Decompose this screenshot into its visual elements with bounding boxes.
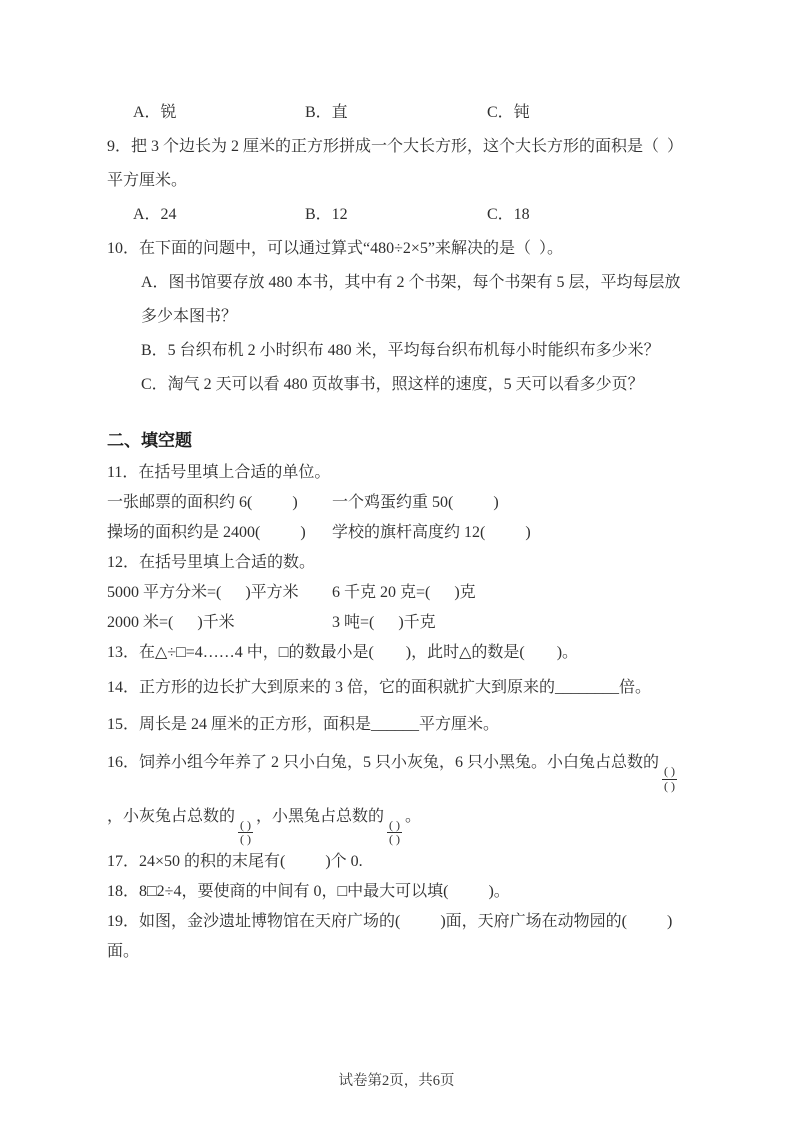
q13-text: 13．在△÷□=4……4 中，□的数最小是( )，此时△的数是( )。 xyxy=(107,644,579,661)
fraction-blank-grey-rabbit: $\frac{( )}{( )}$ xyxy=(240,817,252,847)
q8-option-c: C．钝 xyxy=(487,104,530,121)
q8-option-b: B．直 xyxy=(305,104,348,121)
q10-option-b: B．5 台织布机 2 小时织布 480 米，平均每台织布机每小时能织布多少米？ xyxy=(141,342,660,359)
q12-blank-sqdm: 5000 平方分米=( )平方米 xyxy=(107,584,299,601)
q12-row2 xyxy=(107,608,693,638)
q12-blank-kg-g: 6 千克 20 克=( )克 xyxy=(332,584,476,601)
q12-blank-meters: 2000 米=( )千米 xyxy=(107,614,235,631)
q11-blank-playground: 操场的面积约是 2400( ) xyxy=(107,524,306,541)
q11-row1 xyxy=(107,488,693,518)
fraction-blank-black-rabbit: $\frac{( )}{( )}$ xyxy=(389,817,401,847)
fraction-blank-white-rabbit: $\frac{( )}{( )}$ xyxy=(664,764,676,793)
q18-text: 18．8□2÷4，要使商的中间有 0，□中最大可以填( )。 xyxy=(107,883,510,901)
q11-row2 xyxy=(107,518,693,548)
page-footer: 试卷第2页，共6页 xyxy=(338,1073,455,1089)
q11-blank-flagpole: 学校的旗杆高度约 12( ) xyxy=(332,524,531,541)
q9-option-a: A．24 xyxy=(133,206,177,223)
q12-stem: 12．在括号里填上合适的数。 xyxy=(107,554,316,571)
q11-blank-egg: 一个鸡蛋约重 50( ) xyxy=(332,494,499,511)
q19-text: 19．如图，金沙遗址博物馆在天府广场的( )面，天府广场在动物园的( )面。 xyxy=(107,913,673,961)
q15-text: 15．周长是 24 厘米的正方形，面积是______平方厘米。 xyxy=(107,716,500,733)
q16-text xyxy=(107,740,693,847)
q16-part2: ，小灰兔占总数的 xyxy=(107,807,236,825)
q10-stem: 10．在下面的问题中，可以通过算式“480÷2×5”来解决的是（ ）。 xyxy=(107,240,564,257)
q9-option-c: C．18 xyxy=(487,206,530,223)
q9-stem: 9．把 3 个边长为 2 厘米的正方形拼成一个大长方形，这个大长方形的面积是（ ）平方厘米。 xyxy=(107,138,684,189)
q11-stem: 11．在括号里填上合适的单位。 xyxy=(107,464,331,481)
q16-part4: 。 xyxy=(405,807,422,825)
q10-option-c: C．淘气 2 天可以看 480 页故事书，照这样的速度，5 天可以看多少页？ xyxy=(141,376,644,393)
section-title-fill-in-blanks: 二、填空题 xyxy=(107,431,192,450)
q14-text: 14．正方形的边长扩大到原来的 3 倍，它的面积就扩大到原来的________倍。 xyxy=(107,679,652,696)
q17-text: 17．24×50 的积的末尾有( )个 0. xyxy=(107,853,363,871)
q9-option-b: B．12 xyxy=(305,206,348,223)
q12-row1 xyxy=(107,578,693,608)
q8-options-row xyxy=(107,96,693,130)
q8-option-a: A．锐 xyxy=(133,104,177,121)
q16-part3: ，小黑兔占总数的 xyxy=(256,807,385,825)
q12-blank-tons: 3 吨=( )千克 xyxy=(332,614,436,631)
q9-options-row xyxy=(107,198,693,232)
q11-blank-stamp: 一张邮票的面积约 6( ) xyxy=(107,494,298,511)
q10-option-a: A．图书馆要存放 480 本书，其中有 2 个书架，每个书架有 5 层，平均每层放多少本图书？ xyxy=(141,274,681,325)
q16-part1: 16．饲养小组今年养了 2 只小白兔，5 只小灰兔，6 只小黑兔。小白兔占总数的 xyxy=(107,754,660,771)
